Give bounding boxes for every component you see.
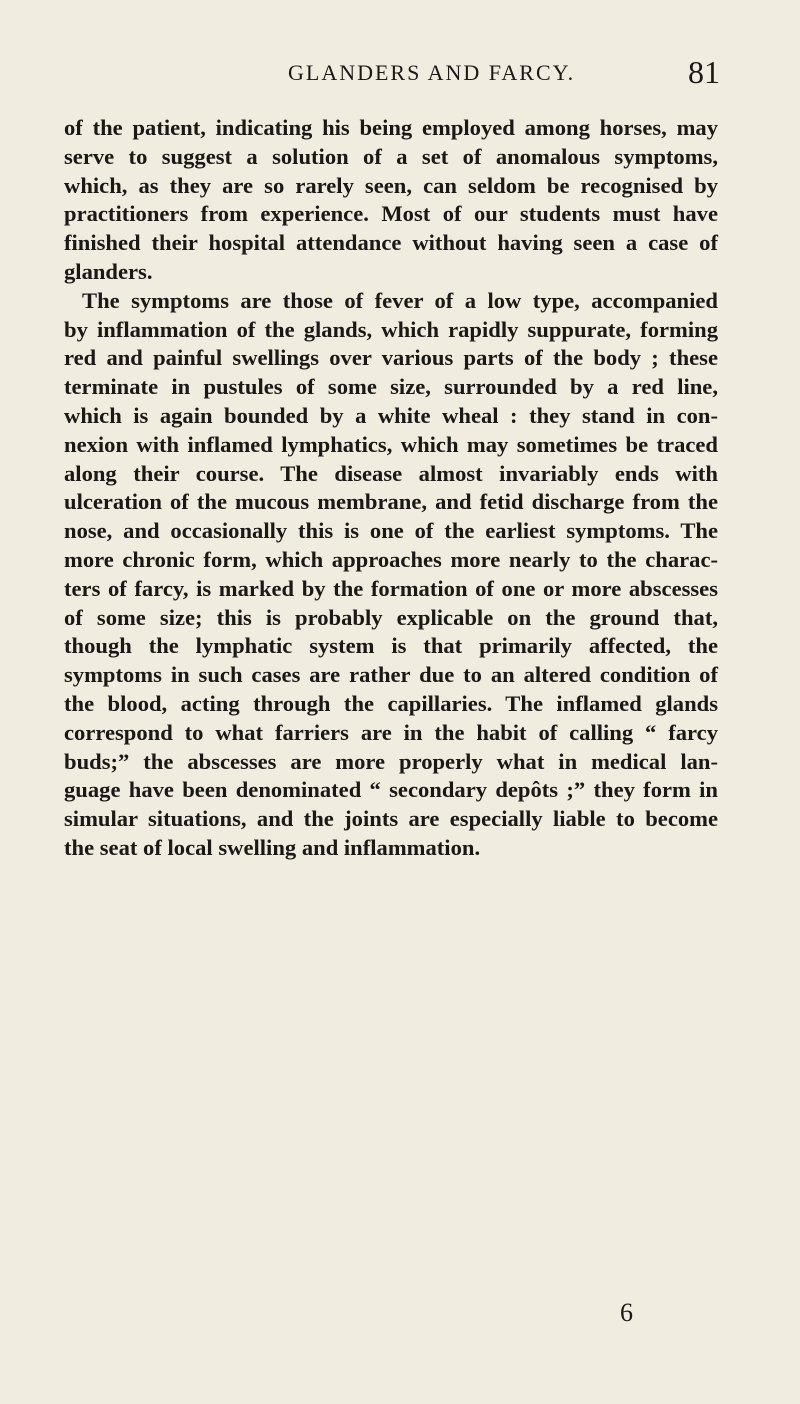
text-line: serve to suggest a solution of a set of anomalous symptoms, bbox=[64, 143, 718, 169]
text-line: of some size; this is probably explicable on the ground that, bbox=[64, 604, 718, 630]
text-line: which is again bounded by a white wheal : they stand in con- bbox=[64, 402, 718, 428]
text-line: guage have been denominated “ secondary depôts ;” they form in bbox=[64, 777, 718, 803]
text-line: which, as they are so rarely seen, can seldom be recognised by bbox=[64, 172, 718, 198]
text-line: by inflammation of the glands, which rapidly suppurate, forming bbox=[64, 316, 718, 342]
text-line: terminate in pustules of some size, surrounded by a red line, bbox=[64, 374, 718, 400]
text-line: practitioners from experience. Most of our students must have bbox=[64, 201, 718, 227]
text-line: glanders. bbox=[64, 258, 153, 284]
text-line: simular situations, and the joints are especially liable to become bbox=[64, 806, 718, 832]
text-line: though the lymphatic system is that primarily affected, the bbox=[64, 633, 718, 659]
text-line: symptoms in such cases are rather due to an altered condition of bbox=[64, 662, 718, 688]
running-title: GLANDERS AND FARCY. bbox=[288, 60, 576, 85]
text-line: correspond to what farriers are in the habit of calling “ farcy bbox=[64, 719, 718, 745]
text-line: red and painful swellings over various parts of the body ; these bbox=[64, 345, 718, 371]
text-line: buds;” the abscesses are more properly what in medical lan- bbox=[64, 748, 718, 774]
text-line: nose, and occasionally this is one of the earliest symptoms. The bbox=[64, 518, 718, 544]
text-line: nexion with inflamed lymphatics, which may sometimes be traced bbox=[64, 431, 718, 457]
signature-mark: 6 bbox=[620, 1298, 633, 1327]
text-line: of the patient, indicating his being employed among horses, may bbox=[64, 115, 718, 140]
body-text bbox=[64, 114, 718, 863]
text-line: ulceration of the mucous membrane, and fetid discharge from the bbox=[64, 489, 718, 515]
text-line: The symptoms are those of fever of a low type, accompanied bbox=[82, 287, 718, 313]
text-line: along their course. The disease almost invariably ends with bbox=[64, 460, 718, 486]
text-line: more chronic form, which approaches more nearly to the charac- bbox=[64, 546, 718, 572]
text-line: ters of farcy, is marked by the formation of one or more abscesses bbox=[64, 575, 718, 601]
page-header bbox=[62, 52, 722, 92]
text-line: the blood, acting through the capillaries. The inflamed glands bbox=[64, 690, 718, 716]
text-line: finished their hospital attendance without having seen a case of bbox=[64, 230, 718, 256]
text-line: the seat of local swelling and inflammation. bbox=[64, 834, 481, 860]
page-number: 81 bbox=[688, 54, 720, 90]
